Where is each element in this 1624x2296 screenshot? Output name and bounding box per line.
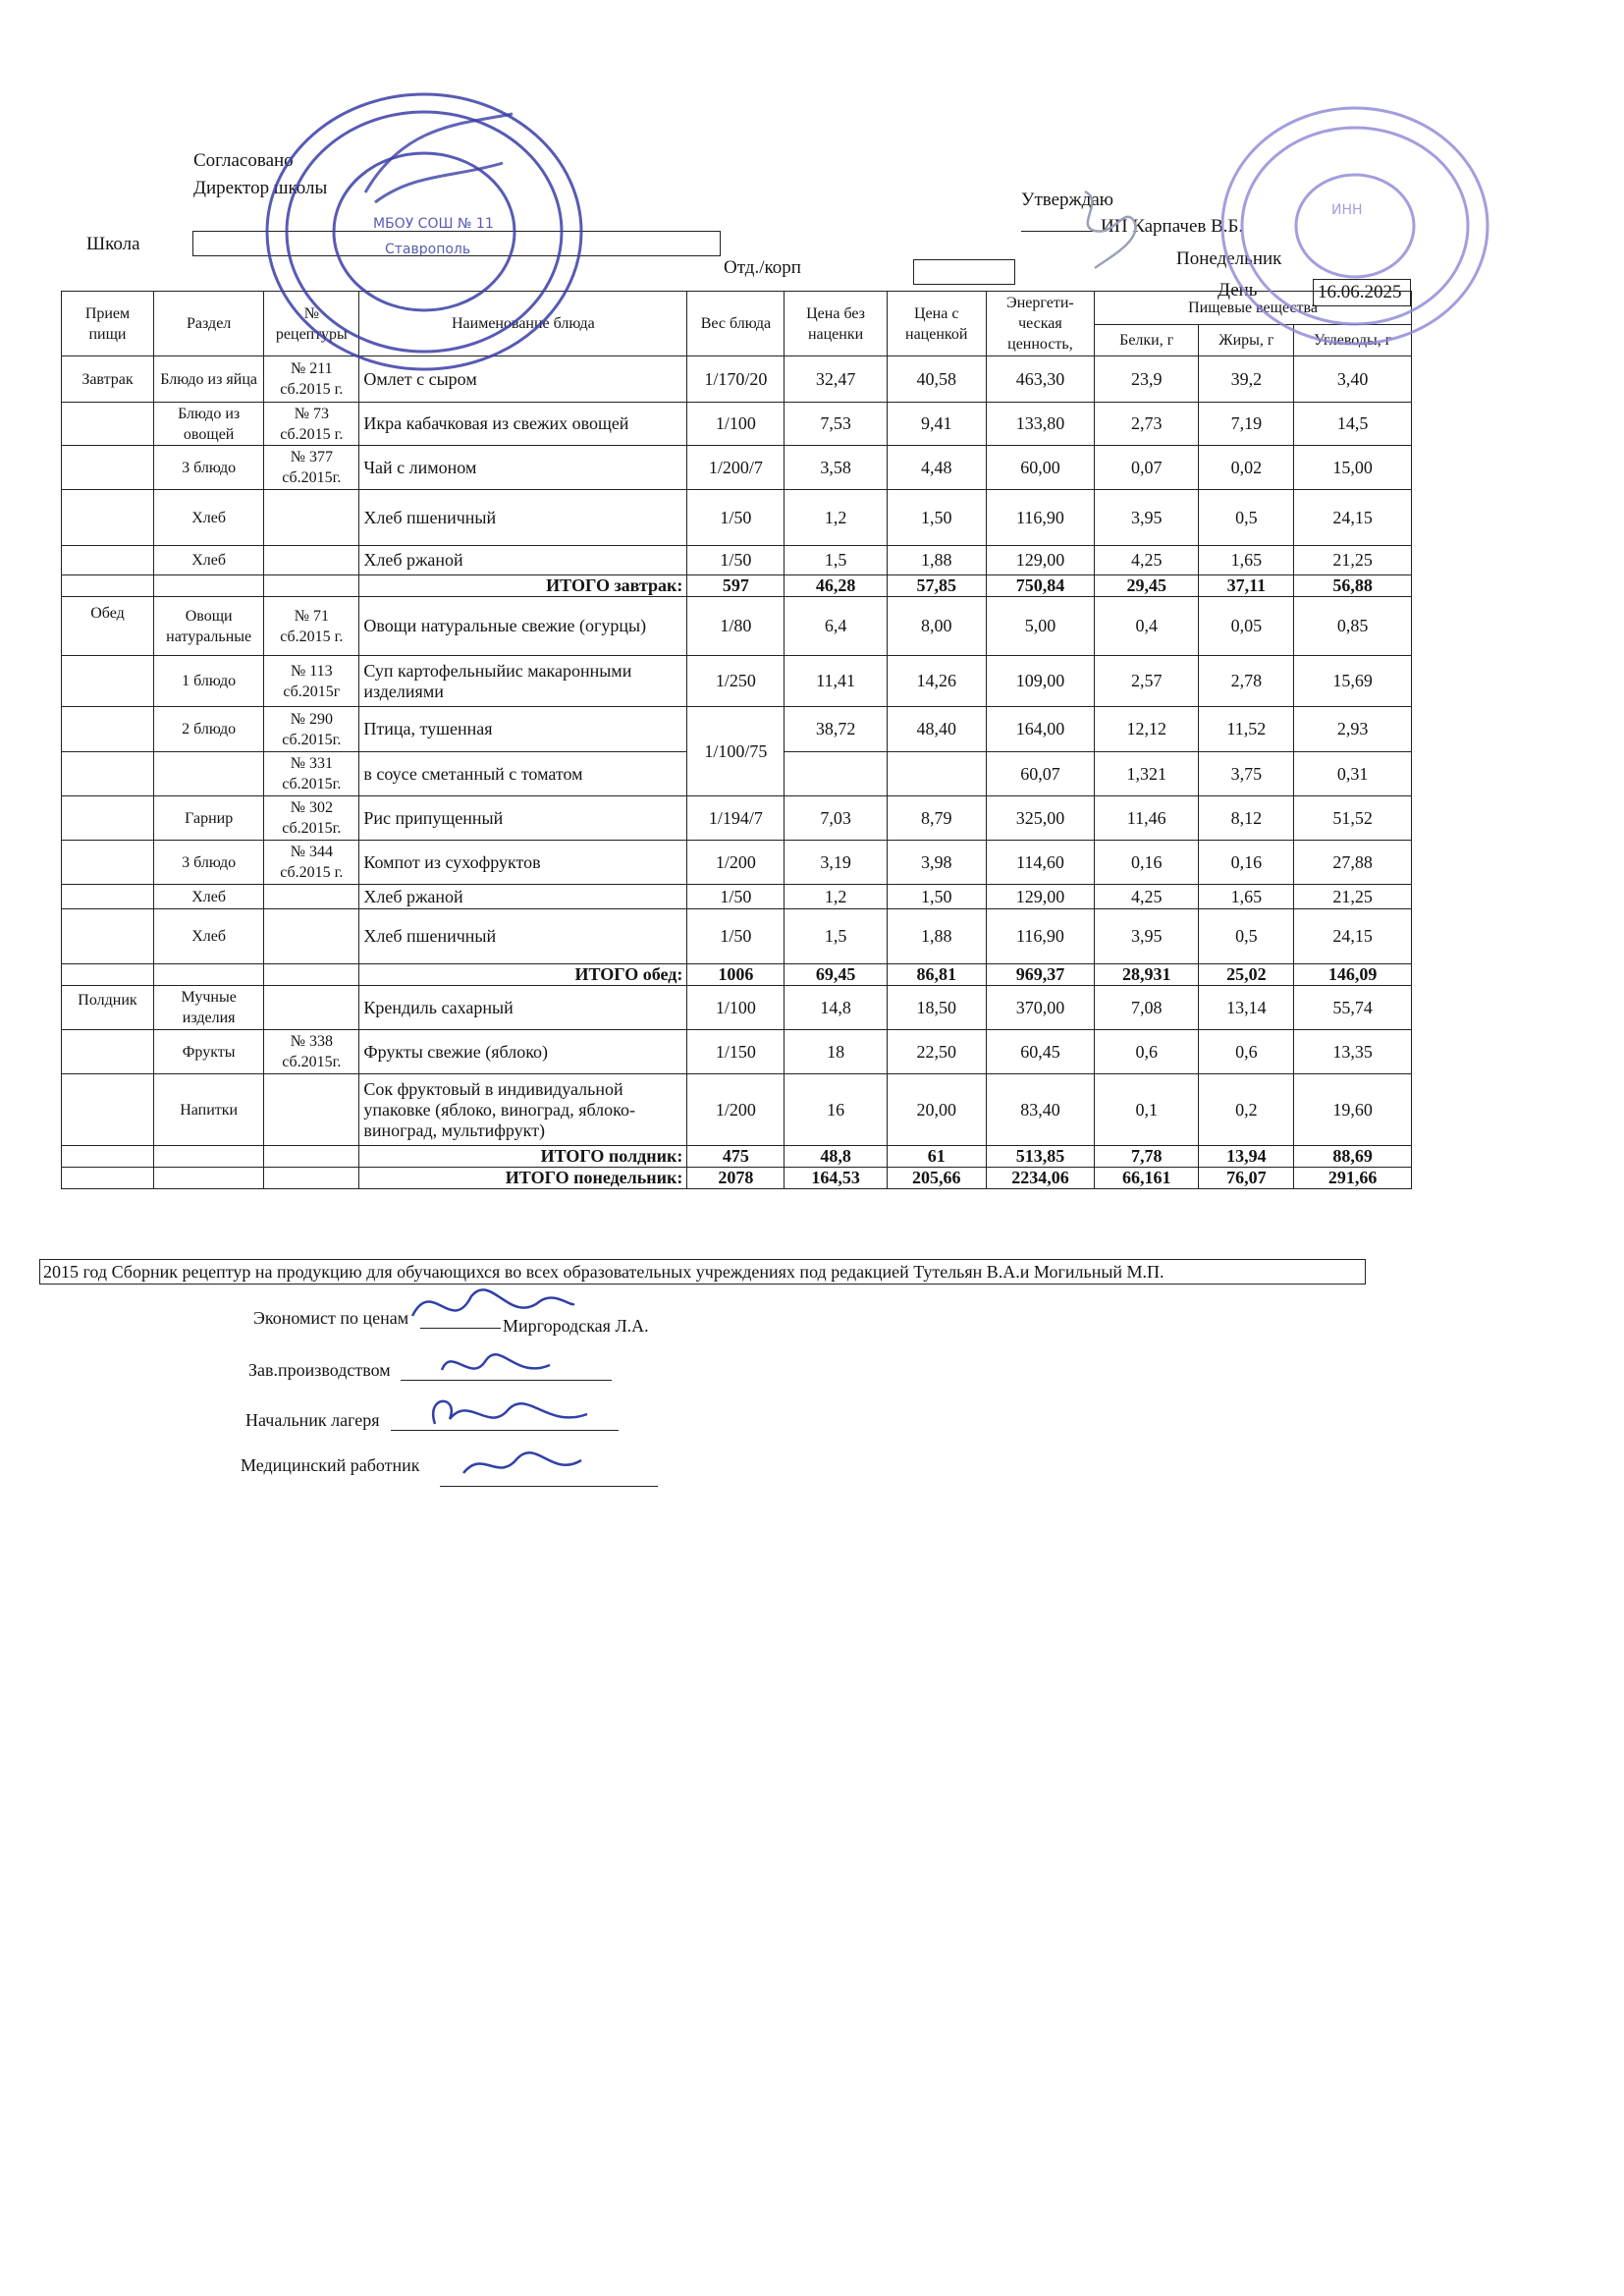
energy-cell: 60,45	[986, 1030, 1094, 1074]
protein-cell: 11,46	[1095, 796, 1199, 841]
section-cell: Фрукты	[153, 1030, 263, 1074]
director-label: Директор школы	[193, 178, 328, 198]
carbs-cell: 51,52	[1294, 796, 1412, 841]
section-cell: Овощи натуральные	[153, 597, 263, 656]
snack-total-label: ИТОГО полдник:	[359, 1146, 687, 1168]
table-row	[62, 1074, 1412, 1146]
recipe-source-footnote: 2015 год Сборник рецептур на продукцию для обучающихся во всех образовательных учреждениях под редакцией Тутельян В.А.и Могильный М.П.	[39, 1259, 1366, 1285]
carbs-cell: 21,25	[1294, 885, 1412, 909]
fat-cell: 11,52	[1199, 707, 1294, 752]
price-plain-cell: 18	[785, 1030, 887, 1074]
price-markup-cell: 9,41	[887, 403, 986, 446]
weight-cell: 1/194/7	[687, 796, 785, 841]
protein-cell: 4,25	[1095, 546, 1199, 575]
table-row	[62, 841, 1412, 885]
weight-cell: 2078	[687, 1168, 785, 1189]
school-seal-stamp	[257, 84, 591, 379]
weight-cell: 475	[687, 1146, 785, 1168]
energy-cell: 2234,06	[986, 1168, 1094, 1189]
price-markup-cell: 1,50	[887, 490, 986, 546]
fat-cell: 0,5	[1199, 909, 1294, 964]
carbs-cell: 88,69	[1294, 1146, 1412, 1168]
price-markup-cell: 1,50	[887, 885, 986, 909]
total-row	[62, 575, 1412, 597]
protein-cell: 12,12	[1095, 707, 1199, 752]
energy-cell: 463,30	[986, 356, 1094, 403]
energy-cell: 60,00	[986, 446, 1094, 490]
recipe-cell: № 344 сб.2015 г.	[264, 841, 359, 885]
price-markup-cell: 48,40	[887, 707, 986, 752]
carbs-cell: 21,25	[1294, 546, 1412, 575]
breakfast-total-label: ИТОГО завтрак:	[359, 575, 687, 597]
col-carbs-header: Углеводы, г	[1294, 325, 1412, 356]
price-markup-cell: 22,50	[887, 1030, 986, 1074]
energy-cell: 83,40	[986, 1074, 1094, 1146]
meal-cell: Завтрак	[62, 356, 154, 403]
carbs-cell: 291,66	[1294, 1168, 1412, 1189]
dish-cell: Хлеб ржаной	[359, 546, 687, 575]
weight-cell: 1/80	[687, 597, 785, 656]
carbs-cell: 27,88	[1294, 841, 1412, 885]
carbs-cell: 14,5	[1294, 403, 1412, 446]
price-markup-cell: 86,81	[887, 964, 986, 986]
fat-cell: 1,65	[1199, 546, 1294, 575]
price-markup-cell: 205,66	[887, 1168, 986, 1189]
table-row	[62, 1030, 1412, 1074]
price-markup-cell: 57,85	[887, 575, 986, 597]
price-markup-cell: 14,26	[887, 656, 986, 707]
table-row	[62, 986, 1412, 1030]
weight-cell: 1/50	[687, 546, 785, 575]
price-plain-cell: 46,28	[785, 575, 887, 597]
price-plain-cell: 1,5	[785, 546, 887, 575]
carbs-cell: 3,40	[1294, 356, 1412, 403]
seal-inn: ИНН	[1331, 202, 1363, 218]
col-meal-header: Прием пищи	[62, 292, 154, 356]
nutrients-header: Пищевые вещества	[1095, 292, 1412, 325]
recipe-cell: № 71 сб.2015 г.	[264, 597, 359, 656]
protein-cell: 3,95	[1095, 909, 1199, 964]
recipe-cell: № 331 сб.2015г.	[264, 752, 359, 796]
price-markup-cell: 3,98	[887, 841, 986, 885]
energy-cell: 164,00	[986, 707, 1094, 752]
carbs-cell: 24,15	[1294, 909, 1412, 964]
section-cell: Гарнир	[153, 796, 263, 841]
recipe-cell: № 211 сб.2015 г.	[264, 356, 359, 403]
price-markup-cell: 18,50	[887, 986, 986, 1030]
price-plain-cell: 11,41	[785, 656, 887, 707]
table-row	[62, 796, 1412, 841]
protein-cell: 66,161	[1095, 1168, 1199, 1189]
section-cell: 2 блюдо	[153, 707, 263, 752]
dish-cell: Омлет с сыром	[359, 356, 687, 403]
fat-cell: 3,75	[1199, 752, 1294, 796]
meal-cell: Обед	[62, 597, 154, 656]
section-cell: Мучные изделия	[153, 986, 263, 1030]
day-total-label: ИТОГО понедельник:	[359, 1168, 687, 1189]
protein-cell: 0,6	[1095, 1030, 1199, 1074]
price-markup-cell: 1,88	[887, 909, 986, 964]
fat-cell: 13,14	[1199, 986, 1294, 1030]
weekday: Понедельник	[1176, 248, 1282, 269]
school-label: Школа	[86, 234, 140, 254]
price-plain-cell: 7,53	[785, 403, 887, 446]
section-cell: Блюдо из яйца	[153, 356, 263, 403]
energy-cell: 513,85	[986, 1146, 1094, 1168]
section-cell: 3 блюдо	[153, 841, 263, 885]
department-label: Отд./корп	[724, 257, 801, 278]
carbs-cell: 15,69	[1294, 656, 1412, 707]
table-row	[62, 707, 1412, 752]
ip-seal-stamp	[1208, 98, 1502, 363]
fat-cell: 8,12	[1199, 796, 1294, 841]
col-price-markup-header: Цена с наценкой	[887, 292, 986, 356]
dish-cell: Фрукты свежие (яблоко)	[359, 1030, 687, 1074]
price-plain-cell: 16	[785, 1074, 887, 1146]
carbs-cell: 146,09	[1294, 964, 1412, 986]
weight-cell: 1/170/20	[687, 356, 785, 403]
energy-cell: 129,00	[986, 885, 1094, 909]
weight-cell: 1/200	[687, 841, 785, 885]
seal-school-name: МБОУ СОШ № 11	[373, 216, 494, 232]
weight-cell: 1/50	[687, 909, 785, 964]
weight-cell: 1/200	[687, 1074, 785, 1146]
seal-city: Ставрополь	[385, 242, 471, 257]
day-total-row	[62, 1168, 1412, 1189]
price-plain-cell: 69,45	[785, 964, 887, 986]
protein-cell: 0,07	[1095, 446, 1199, 490]
fat-cell: 25,02	[1199, 964, 1294, 986]
economist-signature	[403, 1277, 579, 1336]
fat-cell: 0,16	[1199, 841, 1294, 885]
weight-cell: 597	[687, 575, 785, 597]
total-row	[62, 1146, 1412, 1168]
economist-label: Экономист по ценам	[253, 1308, 409, 1328]
fat-cell: 13,94	[1199, 1146, 1294, 1168]
col-weight-header: Вес блюда	[687, 292, 785, 356]
price-markup-cell: 8,00	[887, 597, 986, 656]
dish-cell: Компот из сухофруктов	[359, 841, 687, 885]
recipe-cell: № 73 сб.2015 г.	[264, 403, 359, 446]
weight-cell: 1/100	[687, 986, 785, 1030]
dish-cell: в соусе сметанный с томатом	[359, 752, 687, 796]
protein-cell: 23,9	[1095, 356, 1199, 403]
dish-cell: Суп картофельныйис макаронными изделиями	[359, 656, 687, 707]
dish-cell: Птица, тушенная	[359, 707, 687, 752]
approver-name: ИП Карпачев В.Б.	[1101, 216, 1244, 237]
weight-cell: 1/200/7	[687, 446, 785, 490]
section-cell: Хлеб	[153, 546, 263, 575]
table-row	[62, 490, 1412, 546]
energy-cell: 60,07	[986, 752, 1094, 796]
weight-cell: 1/100	[687, 403, 785, 446]
price-markup-cell: 20,00	[887, 1074, 986, 1146]
weight-cell: 1/150	[687, 1030, 785, 1074]
recipe-cell: № 338 сб.2015г.	[264, 1030, 359, 1074]
price-plain-cell: 7,03	[785, 796, 887, 841]
section-cell: Хлеб	[153, 885, 263, 909]
production-signature	[432, 1340, 560, 1390]
price-plain-cell: 1,5	[785, 909, 887, 964]
col-fat-header: Жиры, г	[1199, 325, 1294, 356]
fat-cell: 76,07	[1199, 1168, 1294, 1189]
protein-cell: 3,95	[1095, 490, 1199, 546]
carbs-cell: 0,31	[1294, 752, 1412, 796]
fat-cell: 2,78	[1199, 656, 1294, 707]
energy-cell: 116,90	[986, 909, 1094, 964]
price-plain-cell: 14,8	[785, 986, 887, 1030]
energy-cell: 5,00	[986, 597, 1094, 656]
fat-cell: 0,02	[1199, 446, 1294, 490]
price-markup-cell: 4,48	[887, 446, 986, 490]
dish-cell: Хлеб пшеничный	[359, 909, 687, 964]
section-cell: 1 блюдо	[153, 656, 263, 707]
protein-cell: 0,16	[1095, 841, 1199, 885]
price-plain-cell: 48,8	[785, 1146, 887, 1168]
camp-signature	[420, 1385, 597, 1444]
dish-cell: Хлеб пшеничный	[359, 490, 687, 546]
price-plain-cell: 32,47	[785, 356, 887, 403]
carbs-cell: 24,15	[1294, 490, 1412, 546]
price-markup-cell: 61	[887, 1146, 986, 1168]
recipe-cell: № 290 сб.2015г.	[264, 707, 359, 752]
fat-cell: 39,2	[1199, 356, 1294, 403]
energy-cell: 109,00	[986, 656, 1094, 707]
weight-cell: 1006	[687, 964, 785, 986]
carbs-cell: 15,00	[1294, 446, 1412, 490]
energy-cell: 750,84	[986, 575, 1094, 597]
protein-cell: 2,73	[1095, 403, 1199, 446]
col-price-plain-header: Цена без наценки	[785, 292, 887, 356]
price-plain-cell: 164,53	[785, 1168, 887, 1189]
price-plain-cell: 3,58	[785, 446, 887, 490]
fat-cell: 1,65	[1199, 885, 1294, 909]
date-field[interactable]: 16.06.2025	[1313, 279, 1411, 306]
carbs-cell: 0,85	[1294, 597, 1412, 656]
recipe-cell: № 113 сб.2015г	[264, 656, 359, 707]
dish-cell: Хлеб ржаной	[359, 885, 687, 909]
production-label: Зав.производством	[248, 1360, 391, 1380]
department-field[interactable]	[913, 259, 1015, 285]
recipe-cell: № 377 сб.2015г.	[264, 446, 359, 490]
carbs-cell: 56,88	[1294, 575, 1412, 597]
section-cell: Хлеб	[153, 909, 263, 964]
table-row	[62, 597, 1412, 656]
table-row	[62, 656, 1412, 707]
approve-label: Утверждаю	[1021, 190, 1113, 210]
energy-cell: 969,37	[986, 964, 1094, 986]
price-plain-cell: 1,2	[785, 490, 887, 546]
price-plain-cell: 3,19	[785, 841, 887, 885]
table-row	[62, 546, 1412, 575]
dish-cell: Крендиль сахарный	[359, 986, 687, 1030]
section-cell: Хлеб	[153, 490, 263, 546]
energy-cell: 370,00	[986, 986, 1094, 1030]
price-markup-cell: 1,88	[887, 546, 986, 575]
fat-cell: 37,11	[1199, 575, 1294, 597]
table-row	[62, 403, 1412, 446]
dish-cell: Овощи натуральные свежие (огурцы)	[359, 597, 687, 656]
fat-cell: 0,5	[1199, 490, 1294, 546]
camp-label: Начальник лагеря	[245, 1410, 380, 1430]
recipe-cell: № 302 сб.2015г.	[264, 796, 359, 841]
day-label: День	[1218, 280, 1258, 301]
table-row	[62, 885, 1412, 909]
weight-cell: 1/250	[687, 656, 785, 707]
economist-name: Миргородская Л.А.	[503, 1316, 649, 1336]
protein-cell: 7,78	[1095, 1146, 1199, 1168]
menu-table	[61, 291, 1412, 1189]
energy-cell: 133,80	[986, 403, 1094, 446]
price-markup-cell: 40,58	[887, 356, 986, 403]
weight-cell: 1/50	[687, 490, 785, 546]
carbs-cell: 2,93	[1294, 707, 1412, 752]
dish-cell: Чай с лимоном	[359, 446, 687, 490]
carbs-cell: 19,60	[1294, 1074, 1412, 1146]
table-row	[62, 446, 1412, 490]
section-cell: 3 блюдо	[153, 446, 263, 490]
protein-cell: 4,25	[1095, 885, 1199, 909]
weight-cell: 1/100/75	[687, 707, 785, 796]
dish-cell: Икра кабачковая из свежих овощей	[359, 403, 687, 446]
protein-cell: 1,321	[1095, 752, 1199, 796]
col-protein-header: Белки, г	[1095, 325, 1199, 356]
price-plain-cell: 38,72	[785, 707, 887, 752]
medic-signature	[454, 1439, 591, 1493]
section-cell: Напитки	[153, 1074, 263, 1146]
dish-cell: Рис припущенный	[359, 796, 687, 841]
carbs-cell: 55,74	[1294, 986, 1412, 1030]
section-cell	[153, 752, 263, 796]
protein-cell: 7,08	[1095, 986, 1199, 1030]
fat-cell: 0,05	[1199, 597, 1294, 656]
price-markup-cell: 8,79	[887, 796, 986, 841]
carbs-cell: 13,35	[1294, 1030, 1412, 1074]
table-row	[62, 909, 1412, 964]
protein-cell: 0,4	[1095, 597, 1199, 656]
energy-cell: 114,60	[986, 841, 1094, 885]
col-section-header: Раздел	[153, 292, 263, 356]
protein-cell: 2,57	[1095, 656, 1199, 707]
fat-cell: 0,2	[1199, 1074, 1294, 1146]
protein-cell: 0,1	[1095, 1074, 1199, 1146]
energy-cell: 325,00	[986, 796, 1094, 841]
weight-cell: 1/50	[687, 885, 785, 909]
col-dish-header: Наименование блюда	[359, 292, 687, 356]
col-energy-header: Энергети-ческая ценность,	[986, 292, 1094, 356]
section-cell: Блюдо из овощей	[153, 403, 263, 446]
price-plain-cell: 6,4	[785, 597, 887, 656]
approver-signature	[1065, 182, 1173, 270]
col-recipe-header: № рецептуры	[264, 292, 359, 356]
protein-cell: 29,45	[1095, 575, 1199, 597]
total-row	[62, 964, 1412, 986]
meal-cell: Полдник	[62, 986, 154, 1030]
lunch-total-label: ИТОГО обед:	[359, 964, 687, 986]
energy-cell: 129,00	[986, 546, 1094, 575]
agreed-label: Согласовано	[193, 150, 294, 171]
price-plain-cell: 1,2	[785, 885, 887, 909]
fat-cell: 7,19	[1199, 403, 1294, 446]
protein-cell: 28,931	[1095, 964, 1199, 986]
fat-cell: 0,6	[1199, 1030, 1294, 1074]
energy-cell: 116,90	[986, 490, 1094, 546]
medic-label: Медицинский работник	[241, 1455, 420, 1475]
dish-cell: Сок фруктовый в индивидуальной упаковке (яблоко, виноград, яблоко-виноград, мультифрукт)	[359, 1074, 687, 1146]
